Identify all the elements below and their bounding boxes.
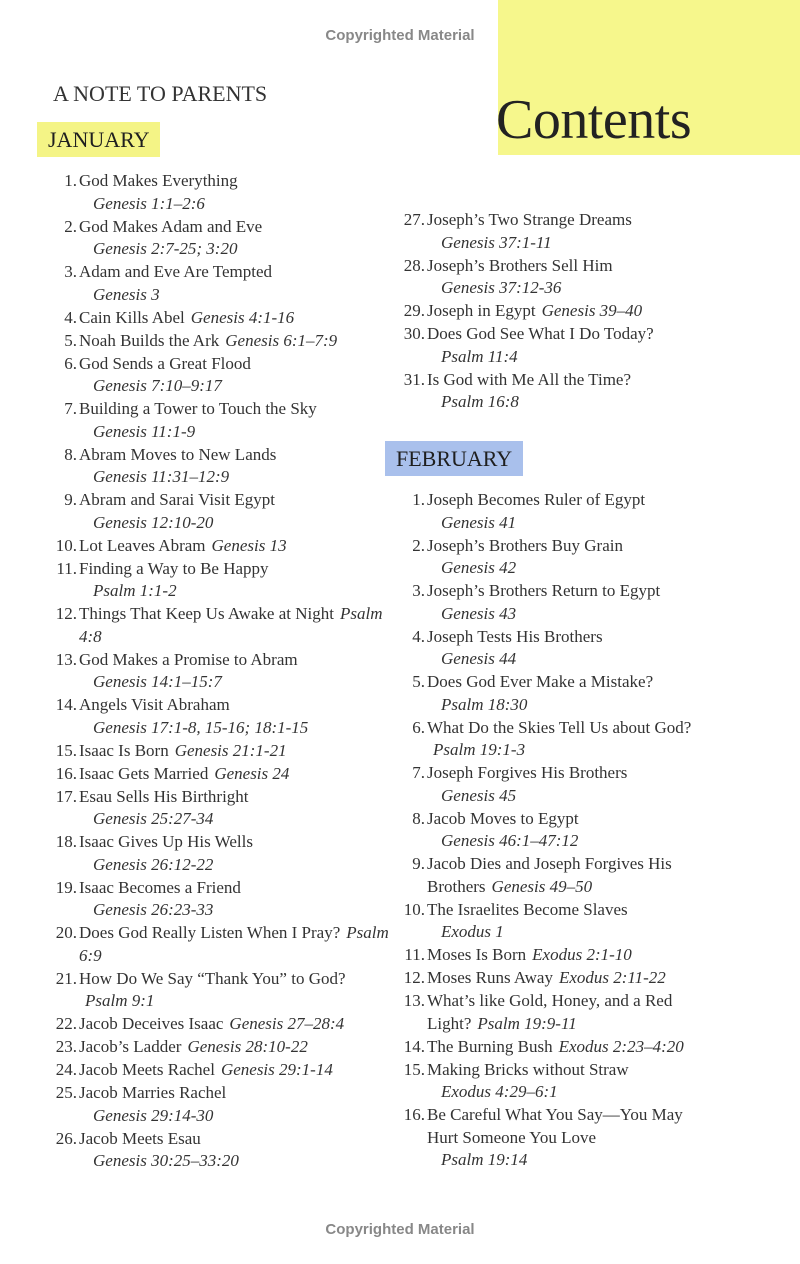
toc-entry[interactable]: 13. What’s like Gold, Honey, and a Red Light? Psalm 19:9-11 bbox=[403, 991, 673, 1033]
toc-entry[interactable]: 5. Does God Ever Make a Mistake? Psalm 18:30 bbox=[412, 672, 654, 714]
toc-entry[interactable]: 20. Does God Really Listen When I Pray? Psalm 6:9 bbox=[55, 923, 389, 965]
toc-entry[interactable]: 28. Joseph’s Brothers Sell Him Genesis 37:12-36 bbox=[403, 255, 613, 297]
toc-entry[interactable]: 10. The Israelites Become Slaves Exodus 1 bbox=[403, 899, 628, 941]
toc-entry[interactable]: 22. Jacob Deceives Isaac Genesis 27–28:4 bbox=[55, 1014, 345, 1033]
toc-entry[interactable]: 1. God Makes Everything Genesis 1:1–2:6 bbox=[64, 171, 238, 213]
toc-entry[interactable]: 3. Joseph’s Brothers Return to Egypt Genesis 43 bbox=[412, 581, 661, 623]
toc-entry[interactable]: 6. What Do the Skies Tell Us about God?Psalm 19:1-3 bbox=[412, 717, 692, 759]
january-list-col1 bbox=[44, 170, 390, 1173]
toc-entry[interactable]: 4. Cain Kills Abel Genesis 4:1-16 bbox=[64, 307, 295, 327]
february-heading: FEBRUARY bbox=[385, 441, 523, 476]
toc-entry[interactable]: 3. Adam and Eve Are Tempted Genesis 3 bbox=[64, 262, 272, 304]
february-list bbox=[392, 489, 712, 1172]
toc-entry[interactable]: 25. Jacob Marries Rachel Genesis 29:14-30 bbox=[55, 1083, 227, 1125]
toc-entry[interactable]: 13. God Makes a Promise to Abram Genesis 14:1–15:7 bbox=[55, 649, 298, 691]
january-heading: JANUARY bbox=[37, 122, 160, 157]
toc-entry[interactable]: 5. Noah Builds the Ark Genesis 6:1–7:9 bbox=[64, 330, 338, 350]
toc-entry[interactable]: 18. Isaac Gives Up His Wells Genesis 26:12-22 bbox=[55, 832, 253, 874]
toc-entry[interactable]: 16. Be Careful What You Say—You May Hurt Someone You Love Psalm 19:14 bbox=[403, 1105, 683, 1169]
toc-entry[interactable]: 1. Joseph Becomes Ruler of Egypt Genesis 41 bbox=[412, 490, 646, 532]
toc-entry[interactable]: 4. Joseph Tests His Brothers Genesis 44 bbox=[412, 626, 603, 668]
toc-entry[interactable]: 8. Abram Moves to New Lands Genesis 11:31–12:9 bbox=[64, 444, 277, 486]
copyright-watermark-top: Copyrighted Material bbox=[325, 27, 475, 44]
toc-entry[interactable]: 24. Jacob Meets Rachel Genesis 29:1-14 bbox=[55, 1060, 333, 1079]
toc-entry[interactable]: 17. Esau Sells His Birthright Genesis 25:27-34 bbox=[55, 786, 249, 828]
toc-entry[interactable]: 15. Making Bricks without Straw Exodus 4:29–6:1 bbox=[403, 1059, 629, 1101]
toc-entry[interactable]: 27. Joseph’s Two Strange Dreams Genesis 37:1-11 bbox=[403, 210, 632, 252]
january-list-col2 bbox=[392, 209, 712, 414]
toc-entry[interactable]: 2. Joseph’s Brothers Buy Grain Genesis 42 bbox=[412, 535, 623, 577]
toc-entry[interactable]: 9. Abram and Sarai Visit Egypt Genesis 12:10-20 bbox=[64, 490, 276, 532]
toc-entry[interactable]: 7. Building a Tower to Touch the Sky Genesis 11:1-9 bbox=[64, 399, 317, 441]
toc-entry[interactable]: 12. Moses Runs Away Exodus 2:11-22 bbox=[403, 968, 666, 987]
toc-entry[interactable]: 11. Finding a Way to Be Happy Psalm 1:1-2 bbox=[56, 558, 269, 600]
toc-entry[interactable]: 7. Joseph Forgives His Brothers Genesis 45 bbox=[412, 763, 628, 805]
toc-entry[interactable]: 23. Jacob’s Ladder Genesis 28:10-22 bbox=[55, 1037, 308, 1056]
toc-entry[interactable]: 2. God Makes Adam and Eve Genesis 2:7-25; 3:20 bbox=[64, 216, 263, 258]
toc-entry[interactable]: 8. Jacob Moves to Egypt Genesis 46:1–47:12 bbox=[412, 808, 579, 850]
page-title: Contents bbox=[496, 89, 692, 151]
toc-entry[interactable]: 14. The Burning Bush Exodus 2:23–4:20 bbox=[403, 1036, 684, 1056]
toc-entry[interactable]: 15. Isaac Is Born Genesis 21:1-21 bbox=[55, 740, 287, 760]
toc-entry[interactable]: 11. Moses Is Born Exodus 2:1-10 bbox=[404, 945, 632, 964]
toc-entry[interactable]: 26. Jacob Meets Esau Genesis 30:25–33:20 bbox=[55, 1128, 239, 1170]
toc-entry[interactable]: 6. God Sends a Great Flood Genesis 7:10–9:17 bbox=[64, 353, 251, 395]
toc-entry[interactable]: 9. Jacob Dies and Joseph Forgives His Brothers Genesis 49–50 bbox=[412, 854, 672, 896]
toc-entry[interactable]: 29. Joseph in Egypt Genesis 39–40 bbox=[403, 301, 643, 320]
note-to-parents-link[interactable]: A NOTE TO PARENTS bbox=[53, 81, 268, 106]
toc-entry[interactable]: 10. Lot Leaves Abram Genesis 13 bbox=[55, 535, 287, 555]
toc-entry[interactable]: 14. Angels Visit Abraham Genesis 17:1-8, 15-16; 18:1-15 bbox=[55, 695, 309, 737]
toc-entry[interactable]: 12. Things That Keep Us Awake at Night Psalm 4:8 bbox=[55, 604, 383, 646]
toc-entry[interactable]: 16. Isaac Gets Married Genesis 24 bbox=[55, 763, 290, 783]
toc-entry[interactable]: 21. How Do We Say “Thank You” to God?Psalm 9:1 bbox=[55, 968, 346, 1010]
copyright-watermark-bottom: Copyrighted Material bbox=[325, 1221, 475, 1238]
toc-entry[interactable]: 31. Is God with Me All the Time? Psalm 16:8 bbox=[403, 369, 632, 411]
toc-entry[interactable]: 19. Isaac Becomes a Friend Genesis 26:23-33 bbox=[55, 877, 241, 919]
toc-entry[interactable]: 30. Does God See What I Do Today? Psalm 11:4 bbox=[403, 324, 654, 366]
